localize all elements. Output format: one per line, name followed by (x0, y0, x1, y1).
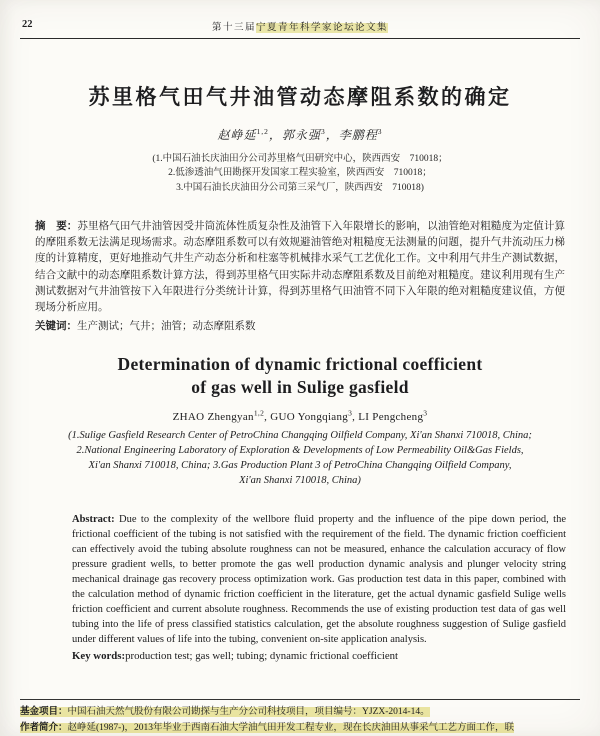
footnote-rule (20, 699, 580, 700)
author-zh (339, 128, 383, 142)
author-name: 李鹏程 (338, 128, 378, 142)
affiliation-line: (1.Sulige Gasfield Research Center of PetroChina Changqing Oilfield Company, Xi'an Shanxi 710018, China; (68, 429, 532, 441)
author-bio-text: 赵峥延(1987-)，2013年毕业于西南石油大学油气田开发工程专业，现在长庆油田从事采气工艺方面工作，联 (67, 722, 515, 733)
fund-label: 基金项目： (20, 707, 68, 717)
footnote-block (20, 699, 580, 736)
author-en (358, 407, 428, 423)
affiliations-zh (20, 152, 580, 195)
author-affiliation-sup: 1,2 (256, 127, 269, 136)
abstract-label-zh: 摘 要： (35, 220, 78, 232)
author-bio-label: 作者简介： (20, 722, 68, 733)
author-affiliation-sup: 3 (320, 127, 326, 136)
author-name: LI Pengcheng (358, 410, 424, 423)
fund-footnote (20, 705, 580, 720)
author-affiliation-sup: 3 (348, 407, 353, 417)
author-zh (218, 128, 282, 142)
authors-en (20, 408, 580, 423)
affiliation-line: 2.低渗透油气田勘探开发国家工程实验室，陕西西安 710018； (168, 168, 432, 179)
keywords-text-en: production test; gas well; tubing; dynamic frictional coefficient (125, 650, 399, 663)
paper-title-en-line2: of gas well in Sulige gasfield (191, 377, 409, 398)
author-zh (282, 128, 339, 142)
author-affiliation-sup: 1,2 (253, 407, 265, 417)
author-affiliation-sup: 3 (423, 407, 428, 417)
keywords-text-zh: 生产测试；气井；油管；动态摩阻系数 (77, 321, 256, 333)
fund-text: 中国石油天然气股份有限公司勘探与生产分公司科技项目，项目编号：YJZX-2014-14。 (67, 707, 430, 717)
author-en (172, 407, 271, 423)
abstract-text-en: Due to the complexity of the wellbore fluid property and the influence of the pipe down period, the frictional coefficient of the tubing is not satisfied with the requirement of the field. The dynamic friction coefficient can effectively avoid the tubing absolute roughness can not be measured, enhance the calculation accuracy of flow pressure gradient wells, to better promote the gas well production dynamic analysis and plunger velocity string mechanical drainage gas recovery process optimization work. Gas production test data in this paper, combined with the calculation method of dynamic friction coefficient in the literature, get the actual dynamic gasfield Sulige wells friction coefficient and current absolute roughness. Recommends the use of existing production test data of gas well tubing into the life of press classified statistics calculation, get the absolute roughness suggestion of Sulige gasfield under different values of life into the tubing, convenient on-site application analysis. (72, 514, 566, 646)
affiliation-line: Xi'an Shanxi 710018, China) (239, 475, 361, 487)
keywords-en (72, 650, 566, 662)
abstract-zh (35, 219, 565, 317)
affiliation-line: Xi'an Shanxi 710018, China; 3.Gas Production Plant 3 of PetroChina Changqing Oilfield Company, (88, 459, 512, 471)
affiliations-en (20, 428, 580, 489)
page-number: 22 (22, 19, 33, 30)
author-bio-footnote (20, 721, 580, 736)
header-rule (20, 38, 580, 39)
author-name: 郭永强 (281, 128, 321, 142)
proceedings-header (20, 16, 580, 33)
abstract-text-zh: 苏里格气田气井油管因受井筒流体性质复杂性及油管下入年限增长的影响，以油管绝对粗糙度为定值计算的摩阻系数无法满足现场需求。动态摩阻系数可以有效规避油管绝对粗糙度无法测量的问题，提升气井流动压力梯度的计算精度，更好地推动气井生产动态分析和柱塞等机械排水采气工艺优化工作。文中利用气井生产测试数据，结合文献中的动态摩阻系数计算方法，得到苏里格气田实际井动态摩阻系数及目前绝对粗糙度。建议利用现有生产测试数据对气井油管按下入年限进行分类统计计算，得到苏里格气田油管不同下入年限的绝对粗糙度建议值，方便现场分析应用。 (35, 220, 566, 314)
author-separator: , (264, 410, 271, 423)
paper-title-en-line1: Determination of dynamic frictional coefficient (117, 354, 483, 375)
author-name: GUO Yongqiang (270, 410, 349, 423)
keywords-zh (35, 318, 565, 333)
abstract-label-en: Abstract: (72, 514, 115, 526)
affiliation-line: 3.中国石油长庆油田分公司第三采气厂，陕西西安 710018) (176, 182, 424, 193)
authors-zh (20, 126, 580, 143)
running-head (20, 16, 580, 34)
author-name: 赵峥延 (217, 128, 257, 142)
paper-title-en (20, 353, 580, 399)
affiliation-line: 2.National Engineering Laboratory of Exploration & Developments of Low Permeability Oil&Gas Fields, (76, 444, 524, 456)
author-separator: ， (325, 128, 339, 142)
author-affiliation-sup: 3 (377, 127, 383, 136)
author-name: ZHAO Zhengyan (172, 410, 254, 423)
keywords-label-zh: 关键词： (35, 321, 77, 333)
proceedings-header-highlight: 宁夏青年科学家论坛论文集 (256, 23, 389, 33)
paper-title-zh: 苏里格气田气井油管动态摩阻系数的确定 (88, 85, 512, 109)
author-separator: , (352, 410, 359, 423)
affiliation-line: (1.中国石油长庆油田分公司苏里格气田研究中心，陕西西安 710018； (152, 154, 448, 164)
keywords-label-en: Key words: (72, 650, 126, 663)
abstract-en (72, 512, 566, 647)
author-separator: ， (268, 128, 282, 142)
author-en (270, 407, 359, 423)
proceedings-header-prefix: 第十三届 (211, 23, 256, 33)
